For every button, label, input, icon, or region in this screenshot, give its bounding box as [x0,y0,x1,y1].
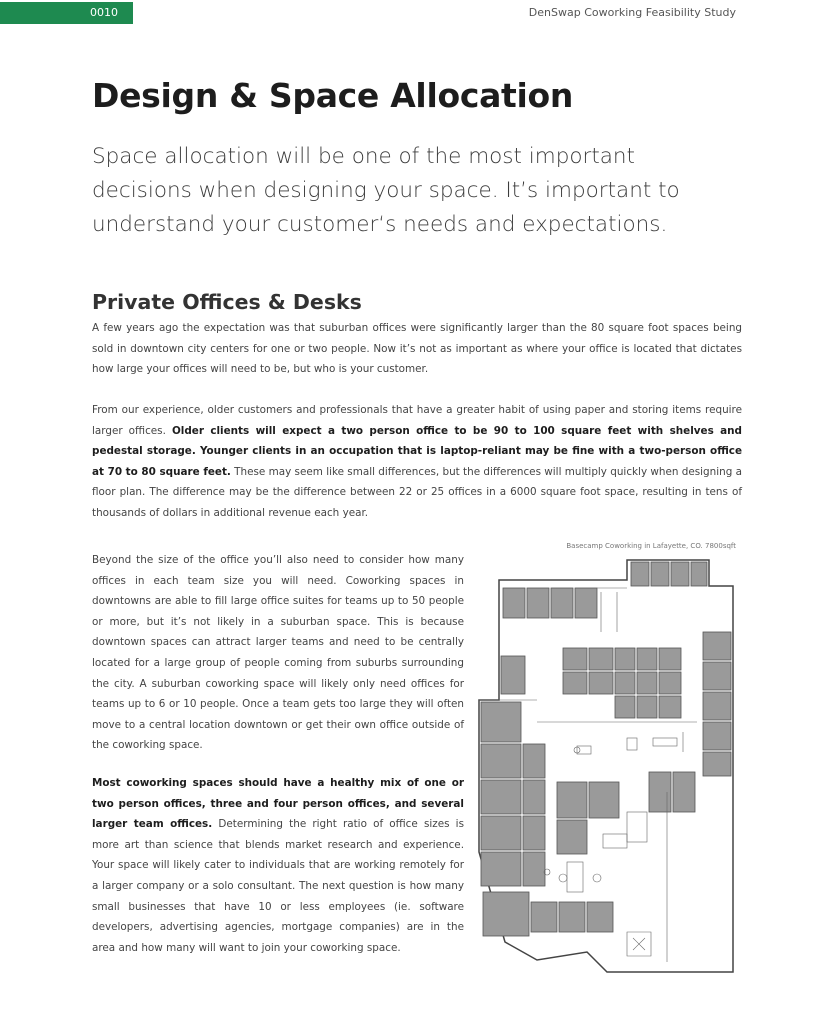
paragraph-4-highlight: Most coworking spaces should have a healthy mix of one or two person offices, three and four person offices, and several larger team offices. [92,777,464,831]
section-title: Private Offices & Desks [92,290,362,314]
office-rooms [481,562,731,936]
paragraph-4 [92,773,464,958]
paragraph-1: A few years ago the expectation was that suburban offices were significantly larger than the 80 square foot spaces being sold in downtown city centers for one or two people. Now it’s not as important as where your office is located that dictates how large your offices will need to be, but who is your customer. [92,322,742,376]
document-title: DenSwap Coworking Feasibility Study [528,6,736,19]
paragraph-4-rest: Determining the right ratio of office sizes is more art than science that blends market research and experience. Your space will likely cater to individuals that are working remotely for a larger company or a solo consultant. The next question is how many small businesses that have 10 or less employees (ie. software developers, advertising agencies, mortgage companies) are in the area and how many will want to join your coworking space. [92,818,464,954]
page-heading: Design & Space Allocation [92,76,574,115]
paragraph-2 [92,400,742,524]
page-number: 0010 [90,6,118,19]
floor-plan-drawing [477,552,741,982]
paragraph-2-intro: From our experience, older customers and professionals that have a greater habit of using paper and storing items require larger offices. [92,404,742,437]
paragraph-3: Beyond the size of the office you’ll also need to consider how many offices in each team size you will need. Coworking spaces in downtowns are able to fill large office suites for teams up to 50 people or more, but it’s not likely in a suburban space. This is because downtown spaces can attract larger teams and need to be centrally located for a large group of people coming from suburbs surrounding the city. A suburban coworking space will likely only need offices for teams up to 6 or 10 people. Once a team gets too large they will often move to a central location downtown or get their own office outside of the coworking space. [92,554,464,752]
lead-paragraph: Space allocation will be one of the most important decisions when designing your space. It’s important to understand your customer‘s needs and expectations. [92,144,680,237]
paragraph-2-highlight: Older clients will expect a two person office to be 90 to 100 square feet with shelves and pedestal storage. Younger clients in an occupation that is laptop-reliant may be fine with a two-person office at 70 to 80 square feet. [92,424,742,478]
figure-caption: Basecamp Coworking in Lafayette, CO. 7800sqft [566,542,736,550]
page-number-tab [0,2,133,24]
floor-plan-figure [477,552,741,982]
paragraph-2-rest: These may seem like small differences, but the differences will multiply quickly when designing a floor plan. The difference may be the difference between 22 or 25 offices in a 6000 square foot space, resulting in tens of thousands of dollars in additional revenue each year. [92,465,742,519]
